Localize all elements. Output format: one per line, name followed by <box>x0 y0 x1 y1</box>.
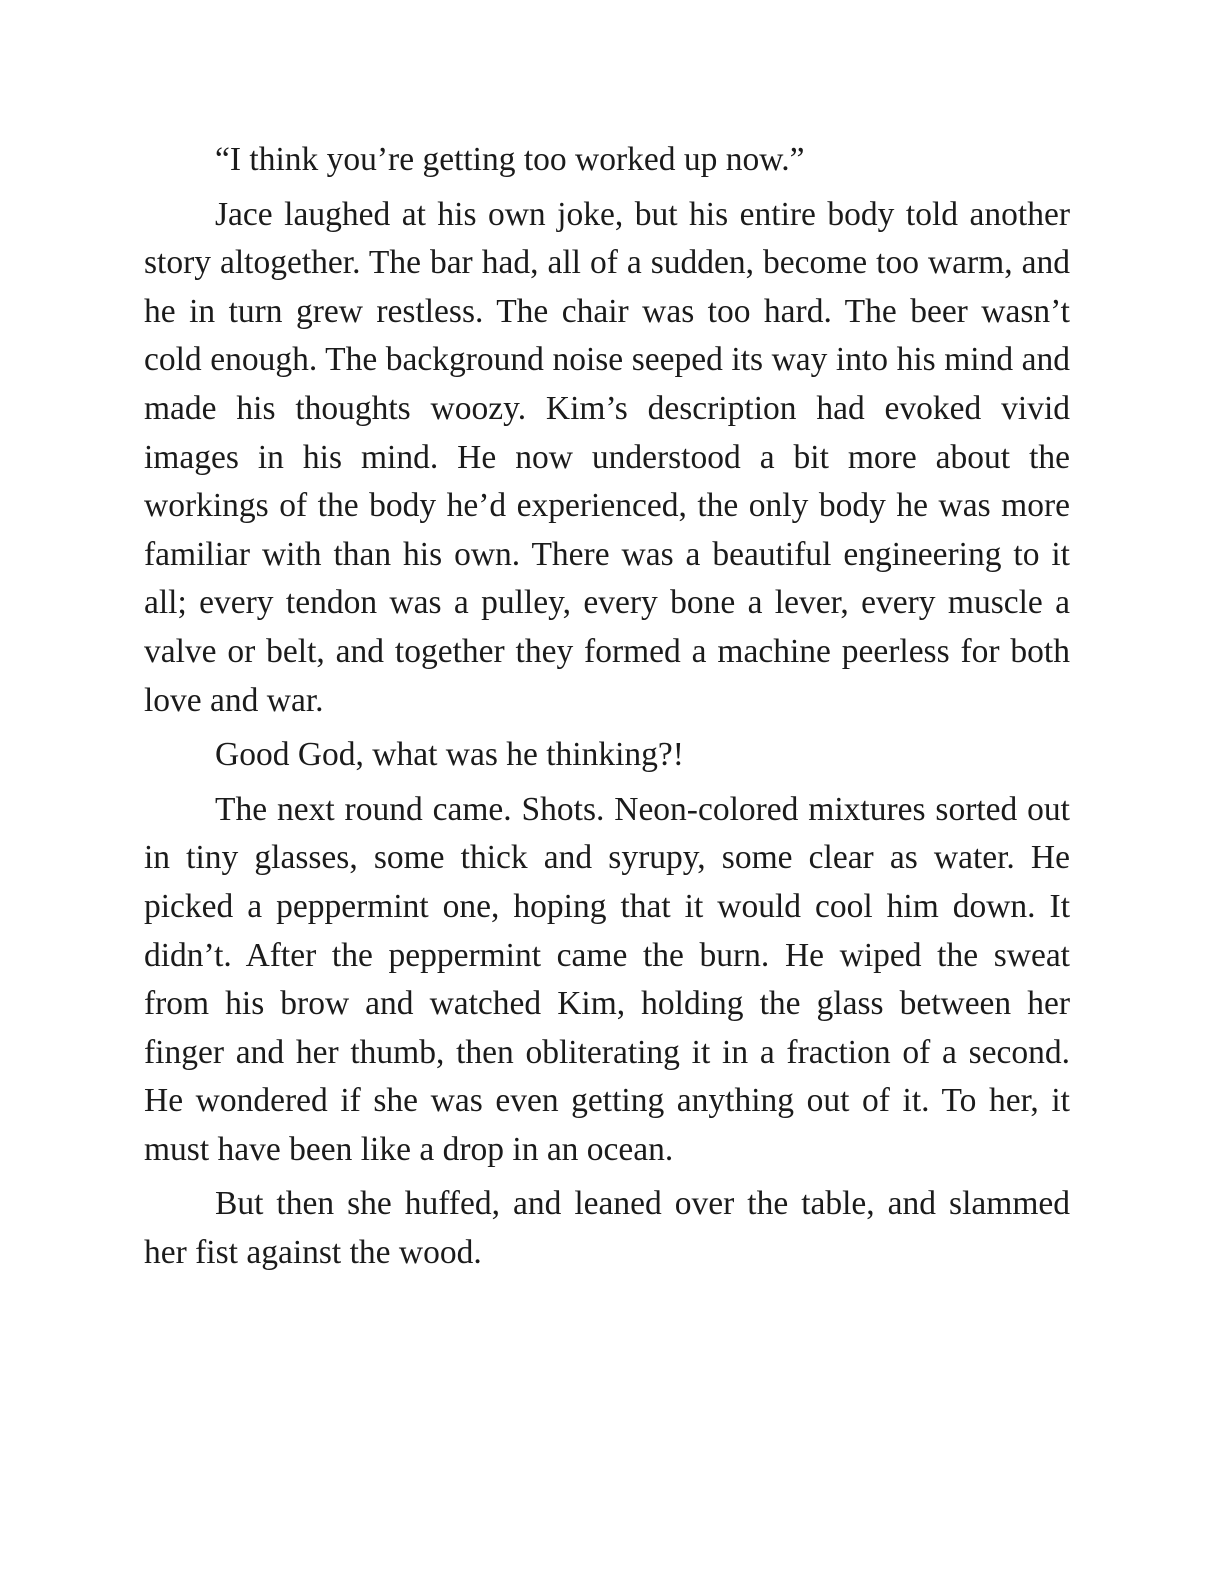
page-body <box>144 136 1070 1284</box>
paragraph-4: The next round came. Shots. Neon-colored mixtures sorted out in tiny glasses, some thick and syrupy, some clear as water. He picked a peppermint one, hoping that it would cool him down. It didn’t. After the peppermint came the burn. He wiped the sweat from his brow and watched Kim, holding the glass between her finger and her thumb, then obliterating it in a fraction of a second. He wondered if she was even getting anything out of it. To her, it must have been like a drop in an ocean. <box>144 790 1070 1168</box>
paragraph-2: Jace laughed at his own joke, but his entire body told another story altogether. The bar had, all of a sudden, become too warm, and he in turn grew restless. The chair was too hard. The beer wasn’t cold enough. The background noise seeped its way into his mind and made his thoughts woozy. Kim’s description had evoked vivid images in his mind. He now understood a bit more about the workings of the body he’d experienced, the only body he was more familiar with than his own. There was a beautiful engineering to it all; every tendon was a pulley, every bone a lever, every muscle a valve or belt, and together they formed a machine peerless for both love and war. <box>144 195 1070 719</box>
paragraph-3: Good God, what was he thinking?! <box>215 736 684 774</box>
paragraph-1: “I think you’re getting too worked up now.” <box>215 141 805 178</box>
paragraph-5: But then she huffed, and leaned over the table, and slammed her fist against the wood. <box>144 1185 1070 1272</box>
